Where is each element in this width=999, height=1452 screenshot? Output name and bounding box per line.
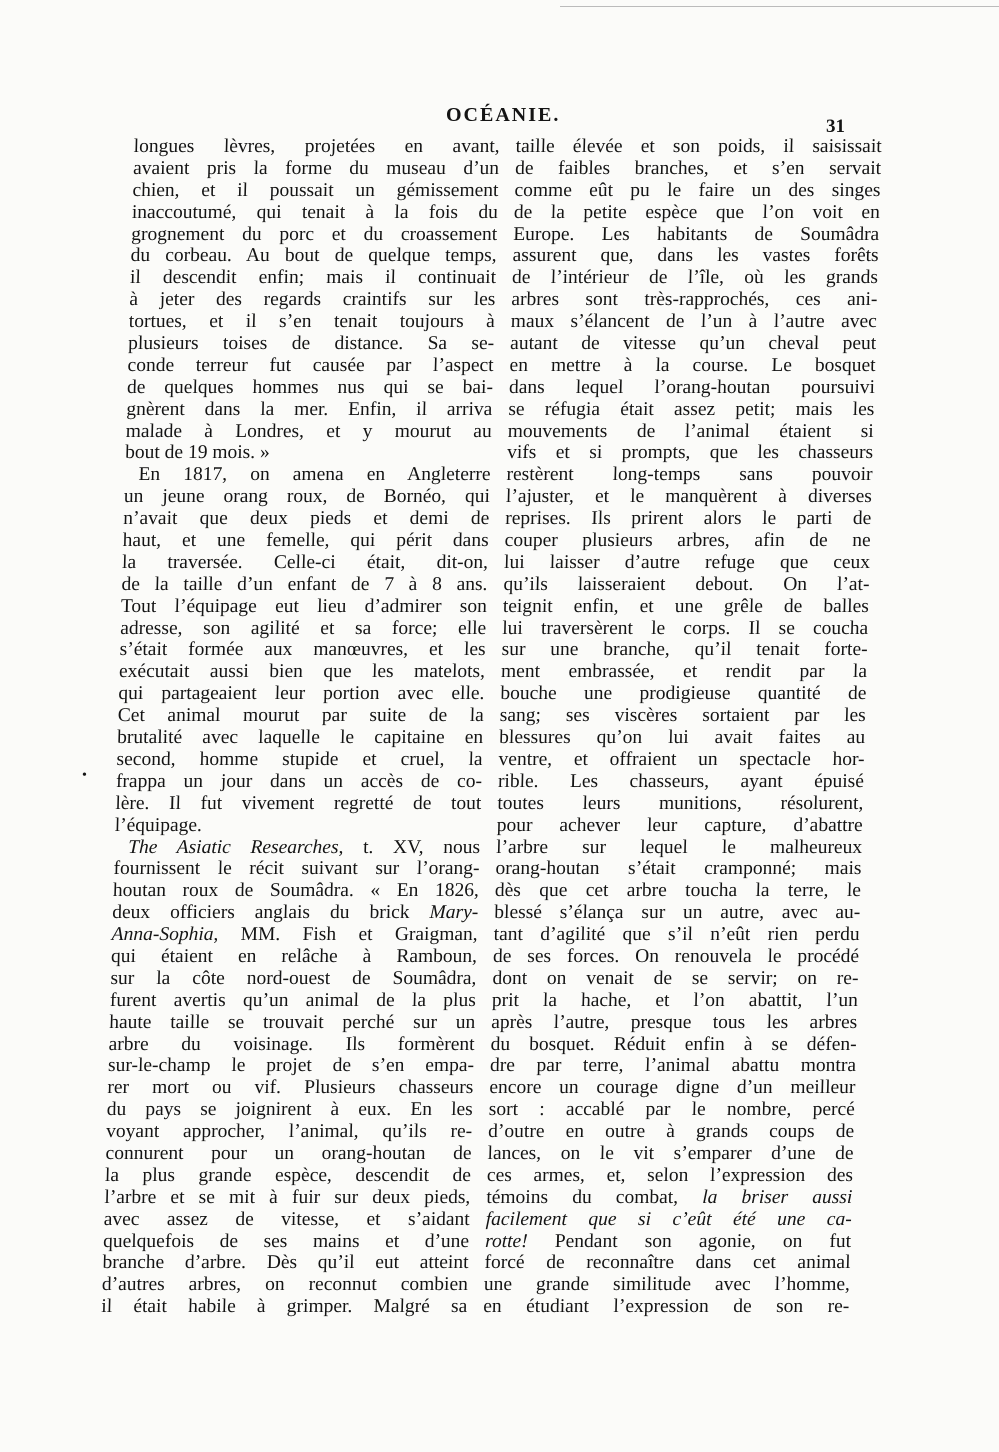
text-line [110, 990, 477, 1012]
line-text: il descendit enfin; mais il continuait [129, 267, 497, 289]
line-text: branche d’arbre. Dès qu’il eut atteint [102, 1252, 469, 1274]
line-text: l’équipage. [114, 814, 203, 836]
text-line [114, 815, 481, 837]
line-text: encore un courage digne d’un meilleur [489, 1077, 856, 1099]
line-text: dont on venait de se servir; on re- [492, 967, 859, 989]
text-line [509, 377, 876, 399]
text-line [501, 639, 868, 661]
text-line [126, 399, 493, 421]
text-line [124, 486, 491, 508]
text-line [118, 683, 485, 705]
scan-edge-line [560, 6, 999, 7]
line-text: du bosquet. Réduit enfin à se défen- [490, 1033, 857, 1055]
text-line [113, 858, 480, 880]
line-text: ventre, et offraient un spectacle hor- [498, 748, 865, 770]
text-line [106, 1121, 473, 1143]
line-text: haut, et une femelle, qui périt dans [122, 530, 489, 552]
text-line [111, 946, 478, 968]
text-line [513, 224, 880, 246]
line-text: toutes leurs munitions, résolurent, [497, 792, 864, 814]
line-text: lère. Il fut vivement regretté de tout [115, 792, 482, 814]
line-text: reprises. Ils prirent alors le parti de [505, 508, 872, 530]
text-line [109, 1012, 476, 1034]
line-text: à jeter des regards craintifs sur les [129, 289, 496, 311]
line-text: vifs et si prompts, que les chasseurs [506, 442, 874, 464]
line-text: sang; ses viscères sortaient par les [499, 705, 867, 727]
line-text: longues lèvres, projetées en avant, [133, 136, 500, 157]
text-line [110, 968, 477, 990]
line-text: Cet animal mourut par suite de la [117, 705, 485, 727]
line-text: sur la côte nord-ouest de Soumâdra, [110, 967, 477, 989]
line-text: chien, et il poussait un gémissement [132, 179, 499, 201]
text-line [497, 793, 864, 815]
text-line [503, 574, 870, 596]
text-line [512, 267, 879, 289]
line-text: lances, on le vit s’emparer d’une de [487, 1142, 854, 1164]
line-text: de la petite espèce que l’on voit en [513, 201, 881, 223]
line-text: qu’ils laisseraient debout. On l’at- [503, 573, 870, 595]
text-line [488, 1099, 855, 1121]
text-line [105, 1143, 472, 1165]
text-line [120, 618, 487, 640]
text-line [492, 968, 859, 990]
line-text: mouvements de l’animal étaient si [507, 420, 875, 442]
text-line [127, 355, 494, 377]
line-text: tortues, et il s’en tenait toujours à [128, 311, 496, 333]
text-line [493, 946, 860, 968]
text-line [123, 508, 490, 530]
right-column [483, 136, 882, 1318]
line-text: l’ajuster, et le manquèrent à diverses [505, 486, 873, 508]
text-line [132, 180, 499, 202]
text-line [103, 1209, 470, 1231]
text-line [102, 1252, 469, 1274]
line-text: sort : accablé par le nombre, percé [488, 1099, 856, 1121]
line-text: autant de vitesse qu’un cheval peut [509, 333, 877, 355]
text-line [506, 464, 873, 486]
line-text: haute taille se trouvait perché sur un [108, 1011, 476, 1033]
text-line [117, 705, 484, 727]
line-text: lui laisser d’autre refuge que ceux [503, 551, 871, 573]
text-line [484, 1252, 851, 1274]
line-text: ment embrassée, et rendit par la [500, 661, 868, 683]
text-line [125, 442, 492, 464]
text-line [495, 858, 862, 880]
text-line [510, 333, 877, 355]
line-text: la plus grande espèce, descendit de [104, 1164, 472, 1186]
text-line [108, 1055, 475, 1077]
text-line [492, 990, 859, 1012]
text-line [111, 924, 478, 946]
text-line [104, 1187, 471, 1209]
text-line [515, 158, 882, 180]
text-line [507, 442, 874, 464]
line-text: furent avertis qu’un animal de la plus [109, 989, 477, 1011]
line-text: grognement du porc et du croassement [130, 223, 498, 245]
text-line [498, 771, 865, 793]
line-text: second, homme stupide et cruel, la [116, 748, 483, 770]
text-line [485, 1231, 852, 1253]
text-line [505, 508, 872, 530]
line-text: frappa un jour dans un accès de co- [115, 770, 483, 792]
line-text: il était habile à grimper. Malgré sa [101, 1296, 468, 1318]
line-text: assurent que, dans les vastes forêts [512, 245, 879, 267]
text-line [494, 902, 861, 924]
line-text: pour achever leur capture, d’abattre [496, 814, 864, 836]
line-text: plusieurs toises de distance. Sa se- [127, 333, 495, 355]
line-text: fournissent le récit suivant sur l’orang- [113, 858, 480, 880]
text-line [117, 727, 484, 749]
text-line [112, 902, 479, 924]
text-line [124, 464, 491, 486]
text-line [127, 377, 494, 399]
line-text: bout de 19 mois. » [124, 442, 271, 464]
italic-text: rotte! [484, 1230, 529, 1252]
text-line [484, 1274, 851, 1296]
line-text: Pendant son agonie, on fut [527, 1230, 852, 1252]
text-line [115, 793, 482, 815]
line-text: prit la hache, et l’on abattit, l’un [491, 989, 859, 1011]
text-line [125, 421, 492, 443]
line-text: Tout l’équipage eut lieu d’admirer son [120, 595, 488, 617]
text-line [114, 837, 481, 859]
line-text: restèrent long-temps sans pouvoir [506, 464, 873, 486]
text-line [508, 399, 875, 421]
line-text: , MM. Fish et Graigman, [213, 924, 478, 946]
line-text: maux s’élancent de l’un à l’autre avec [510, 311, 878, 333]
line-text: connurent pour un orang-houtan de [105, 1142, 472, 1164]
line-text: gnèrent dans la mer. Enfin, il arriva [126, 398, 493, 420]
text-line [514, 202, 881, 224]
margin-dot: • [82, 768, 87, 783]
line-text: l’arbre sur lequel le malheureux [495, 836, 863, 858]
text-line [485, 1209, 852, 1231]
text-line [121, 574, 488, 596]
line-text: comme eût pu le faire un des singes [514, 179, 881, 201]
line-text: d’outre en outre à grands coups de [487, 1121, 855, 1143]
line-text: brutalité avec laquelle le capitaine en [116, 727, 484, 749]
line-text: l’arbre et se mit à fuir sur deux pieds, [104, 1186, 471, 1208]
text-line [499, 705, 866, 727]
text-line [493, 924, 860, 946]
line-text: en mettre à la course. Le bosquet [509, 354, 876, 376]
text-line [488, 1121, 855, 1143]
line-text: malade à Londres, et y mourut au [125, 420, 493, 442]
text-line [129, 289, 496, 311]
line-text: blessures qu’on lui avait faites au [498, 727, 866, 749]
line-text: sur une branche, qu’il tenait forte- [501, 639, 868, 661]
text-line [132, 202, 499, 224]
line-text: de ses forces. On renouvela le procédé [492, 945, 860, 967]
line-text: arbres sont très-rapprochés, ces ani- [511, 289, 878, 311]
text-line [515, 136, 882, 158]
line-text: En 1817, on amena en Angleterre [138, 464, 491, 486]
line-text: voyant approcher, l’animal, qu’ils re- [105, 1121, 473, 1143]
page-number: 31 [826, 116, 845, 137]
text-line [106, 1099, 473, 1121]
italic-text: la briser aussi [701, 1186, 853, 1208]
text-line [486, 1187, 853, 1209]
italic-text: Mary- [429, 902, 479, 924]
text-line [101, 1296, 468, 1318]
line-text: du pays se joignirent à eux. En les [106, 1099, 474, 1121]
text-line [490, 1055, 857, 1077]
text-line [483, 1296, 850, 1318]
text-line [122, 530, 489, 552]
line-text: de la taille d’un enfant de 7 à 8 ans. [121, 573, 488, 595]
text-line [496, 837, 863, 859]
line-text: une grande similitude avec l’homme, [483, 1274, 851, 1296]
text-line [502, 618, 869, 640]
line-text: lui traversèrent le corps. Il se coucha [501, 617, 869, 639]
line-text: en étudiant l’expression de son re- [483, 1296, 850, 1318]
line-text: orang-houtan s’était cramponné; mais [495, 858, 862, 880]
text-line [116, 771, 483, 793]
line-text: quelquefois de ses mains et d’une [102, 1230, 470, 1252]
line-text: s’était formée aux manœuvres, et les [119, 639, 486, 661]
line-text: de l’intérieur de l’île, où les grands [511, 267, 879, 289]
line-text: un jeune orang roux, de Bornéo, qui [123, 486, 491, 508]
line-text: après l’autre, presque tous les arbres [490, 1011, 858, 1033]
line-text: du corbeau. Au bout de quelque temps, [130, 245, 497, 267]
text-line [133, 158, 500, 180]
italic-text: The Asiatic Researches [127, 836, 339, 858]
text-line [103, 1231, 470, 1253]
italic-text: facilement que si c’eût été une ca- [485, 1208, 853, 1230]
text-line [512, 245, 879, 267]
line-text: forcé de reconnaître dans cet animal [484, 1252, 851, 1274]
text-line [514, 180, 881, 202]
text-line [133, 136, 500, 158]
line-text: se réfugia était assez petit; mais les [508, 398, 875, 420]
line-text: qui étaient en relâche à Ramboun, [110, 945, 478, 967]
line-text: conde terreur fut causée par l’aspect [127, 354, 494, 376]
text-line [487, 1143, 854, 1165]
text-line [131, 224, 498, 246]
line-text: la traversée. Celle-ci était, dit-on, [121, 551, 489, 573]
line-text: taille élevée et son poids, il saisissait [515, 136, 882, 157]
text-line [119, 661, 486, 683]
line-text: exécutait aussi bien que les matelots, [118, 661, 486, 683]
text-line [113, 880, 480, 902]
line-text: de faibles branches, et s’en servait [514, 157, 882, 179]
line-text: dre par terre, l’animal abattu montra [489, 1055, 857, 1077]
line-text: blessé s’élança sur un autre, avec au- [494, 902, 861, 924]
text-line [491, 1012, 858, 1034]
line-text: arbre du voisinage. Ils formèrent [108, 1033, 475, 1055]
line-text: houtan roux de Soumâdra. « En 1826, [112, 880, 480, 902]
text-line [119, 639, 486, 661]
left-column [101, 136, 500, 1318]
line-text: tant d’agilité que s’il n’eût rien perdu [493, 924, 860, 946]
text-line [107, 1077, 474, 1099]
text-line [102, 1274, 469, 1296]
line-text: d’autres arbres, on reconnut combien [101, 1274, 469, 1296]
line-text: sur-le-champ le projet de s’en empa- [107, 1055, 475, 1077]
italic-text: Anna-Sophia [111, 924, 214, 946]
text-line [509, 355, 876, 377]
text-line [499, 727, 866, 749]
text-line [108, 1034, 475, 1056]
text-line [506, 486, 873, 508]
line-text: avaient pris la forme du museau d’un [132, 157, 500, 179]
line-text: qui partageaient leur portion avec elle. [118, 683, 485, 705]
line-text: de quelques hommes nus qui se bai- [126, 376, 494, 398]
line-text: dans lequel l’orang-houtan poursuivi [508, 376, 876, 398]
text-line [500, 683, 867, 705]
text-line [495, 880, 862, 902]
text-line [504, 552, 871, 574]
line-text: ces armes, et, selon l’expression des [486, 1164, 854, 1186]
text-line [501, 661, 868, 683]
line-text: deux officiers anglais du brick [112, 902, 430, 924]
line-text: inaccoutumé, qui tenait à la fois du [131, 201, 499, 223]
line-text: témoins du combat, [486, 1186, 703, 1208]
text-line [498, 749, 865, 771]
line-text: avec assez de vitesse, et s’aidant [103, 1208, 471, 1230]
text-line [128, 311, 495, 333]
text-line [490, 1034, 857, 1056]
line-text: rer mort ou vif. Plusieurs chasseurs [107, 1077, 474, 1099]
text-line [510, 311, 877, 333]
line-text: bouche une prodigieuse quantité de [500, 683, 867, 705]
text-line [507, 421, 874, 443]
text-line [122, 552, 489, 574]
text-line [116, 749, 483, 771]
text-line [511, 289, 878, 311]
text-line [487, 1165, 854, 1187]
line-text: n’avait que deux pieds et demi de [123, 508, 490, 530]
text-line [496, 815, 863, 837]
line-text: couper plusieurs arbres, afin de ne [504, 530, 871, 552]
line-text: Europe. Les habitants de Soumâdra [512, 223, 880, 245]
text-line [504, 530, 871, 552]
line-text: teignit enfin, et une grêle de balles [502, 595, 870, 617]
line-text: dès que cet arbre toucha la terre, le [494, 880, 862, 902]
text-line [128, 333, 495, 355]
text-line [105, 1165, 472, 1187]
running-head: OCÉANIE. [446, 104, 561, 126]
text-line [503, 596, 870, 618]
line-text: , t. XV, nous [338, 836, 481, 858]
line-text: rible. Les chasseurs, ayant épuisé [497, 770, 865, 792]
text-line [130, 245, 497, 267]
text-line [121, 596, 488, 618]
text-line [489, 1077, 856, 1099]
line-text: adresse, son agilité et sa force; elle [119, 617, 487, 639]
text-line [130, 267, 497, 289]
